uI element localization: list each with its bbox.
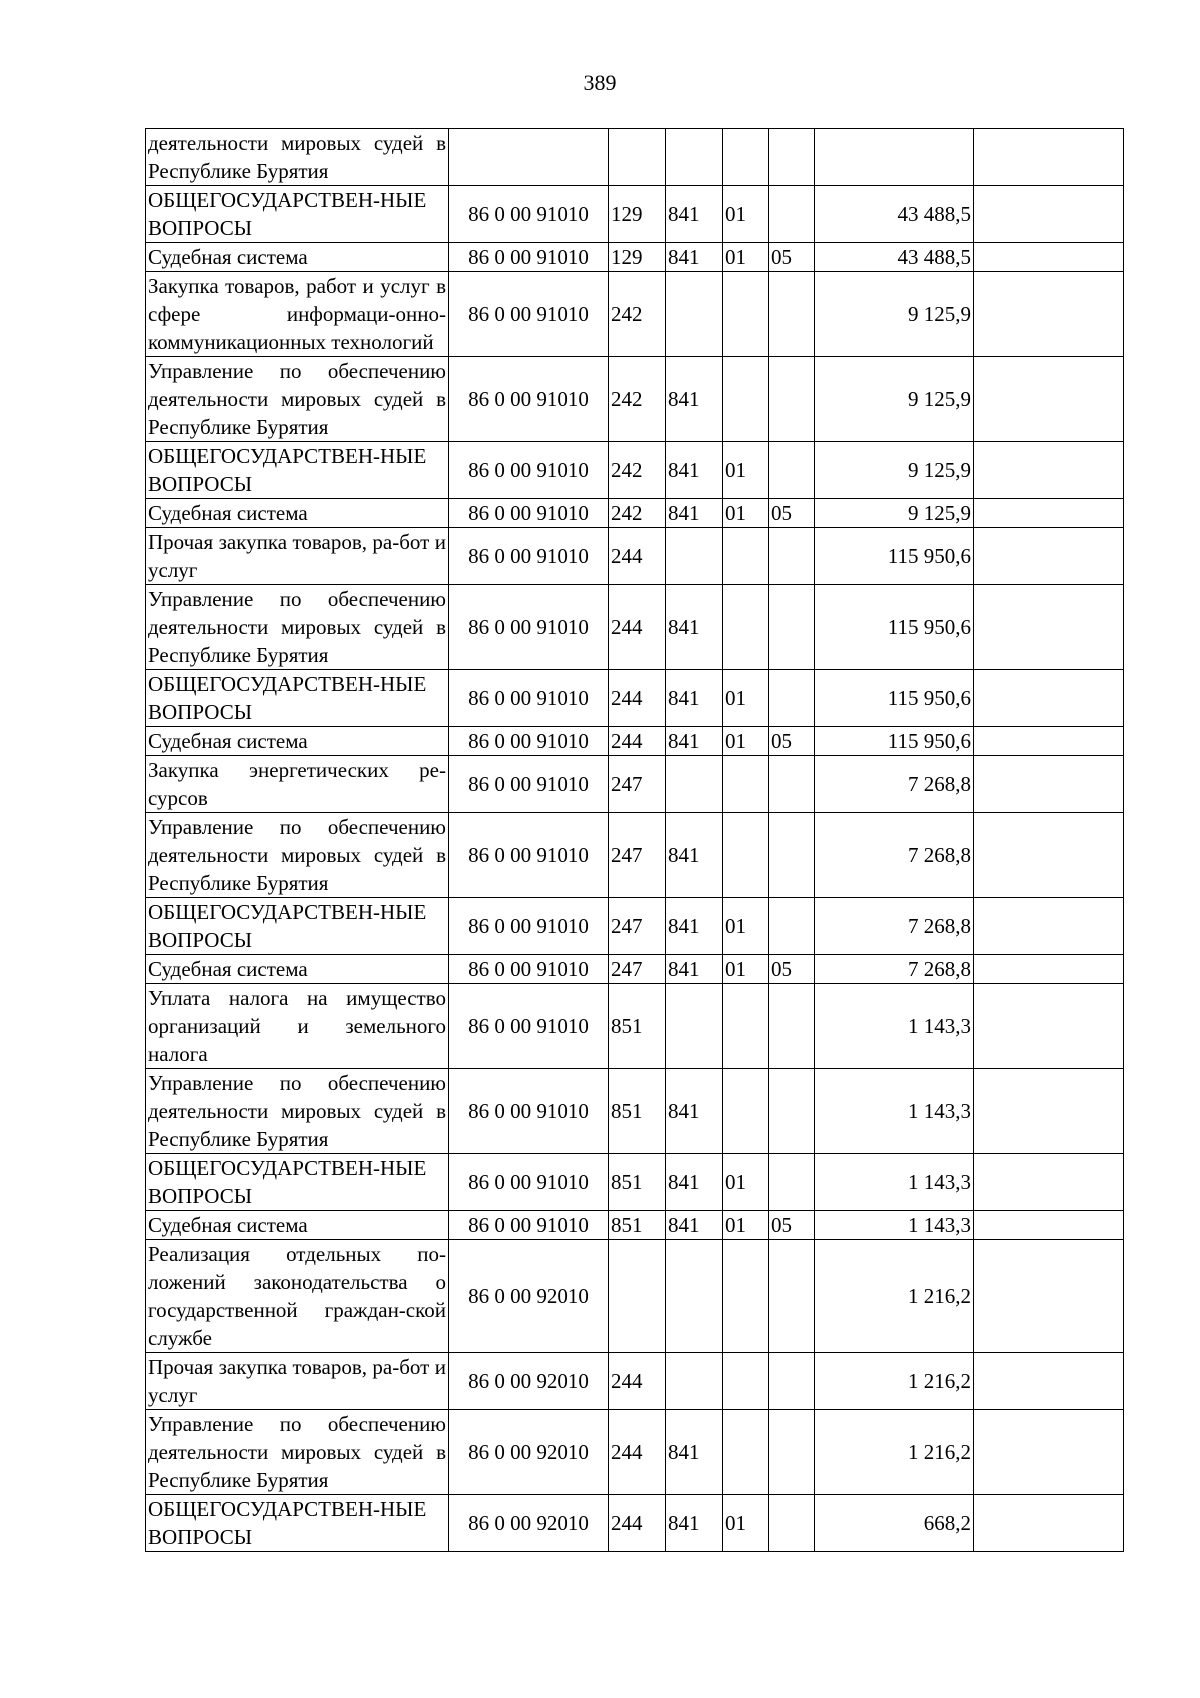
administrator-cell: 841 [666,243,723,272]
amount-cell: 7 268,8 [815,955,974,984]
target-article-cell: 86 0 00 91010 [449,756,609,813]
extra-cell [974,585,1124,670]
administrator-cell: 841 [666,670,723,727]
subsection-cell [769,1154,815,1211]
section-cell: 01 [723,955,769,984]
row-name-cell: Закупка товаров, работ и услуг в сфере информаци-онно-коммуникационных технологий [146,272,449,357]
table-row [146,442,1124,499]
extra-cell [974,727,1124,756]
administrator-cell: 841 [666,186,723,243]
table-row [146,1410,1124,1495]
subsection-cell: 05 [769,1211,815,1240]
administrator-cell [666,272,723,357]
subsection-cell [769,585,815,670]
subsection-cell [769,984,815,1069]
subsection-cell [769,1495,815,1552]
expense-type-cell: 247 [609,756,666,813]
extra-cell [974,243,1124,272]
target-article-cell: 86 0 00 91010 [449,984,609,1069]
expense-type-cell: 242 [609,272,666,357]
expense-type-cell [609,129,666,186]
expense-type-cell: 129 [609,243,666,272]
extra-cell [974,357,1124,442]
section-cell [723,1353,769,1410]
row-name-cell: ОБЩЕГОСУДАРСТВЕН-НЫЕ ВОПРОСЫ [146,442,449,499]
table-body [146,129,1124,1552]
subsection-cell: 05 [769,955,815,984]
administrator-cell [666,1240,723,1353]
subsection-cell: 05 [769,727,815,756]
row-name-cell: Управление по обеспечению деятельности мировых судей в Республике Бурятия [146,1410,449,1495]
table-row [146,186,1124,243]
table-row [146,984,1124,1069]
target-article-cell: 86 0 00 91010 [449,186,609,243]
administrator-cell: 841 [666,955,723,984]
target-article-cell: 86 0 00 92010 [449,1410,609,1495]
section-cell [723,528,769,585]
expense-type-cell [609,1240,666,1353]
subsection-cell [769,357,815,442]
administrator-cell [666,129,723,186]
target-article-cell: 86 0 00 92010 [449,1495,609,1552]
extra-cell [974,670,1124,727]
row-name-cell: Судебная система [146,1211,449,1240]
amount-cell: 9 125,9 [815,357,974,442]
target-article-cell: 86 0 00 91010 [449,272,609,357]
section-cell: 01 [723,727,769,756]
expense-type-cell: 242 [609,357,666,442]
extra-cell [974,898,1124,955]
table-row [146,585,1124,670]
expense-type-cell: 244 [609,585,666,670]
target-article-cell [449,129,609,186]
subsection-cell [769,1240,815,1353]
row-name-cell: Реализация отдельных по-ложений законодательства о государственной граждан-ской службе [146,1240,449,1353]
extra-cell [974,1069,1124,1154]
table-row [146,955,1124,984]
subsection-cell [769,898,815,955]
amount-cell: 115 950,6 [815,585,974,670]
target-article-cell: 86 0 00 91010 [449,243,609,272]
table-row [146,1240,1124,1353]
row-name-cell: Управление по обеспечению деятельности мировых судей в Республике Бурятия [146,585,449,670]
table-row [146,1211,1124,1240]
target-article-cell: 86 0 00 91010 [449,670,609,727]
administrator-cell: 841 [666,1410,723,1495]
administrator-cell [666,528,723,585]
section-cell [723,357,769,442]
extra-cell [974,272,1124,357]
amount-cell: 9 125,9 [815,272,974,357]
row-name-cell: Уплата налога на имущество организаций и земельного налога [146,984,449,1069]
section-cell [723,1069,769,1154]
page-number: 389 [583,70,617,95]
extra-cell [974,528,1124,585]
expense-type-cell: 247 [609,813,666,898]
subsection-cell [769,528,815,585]
administrator-cell: 841 [666,1154,723,1211]
extra-cell [974,1240,1124,1353]
table-row [146,670,1124,727]
administrator-cell: 841 [666,1211,723,1240]
expense-type-cell: 244 [609,1410,666,1495]
subsection-cell [769,1353,815,1410]
amount-cell: 7 268,8 [815,898,974,955]
amount-cell: 115 950,6 [815,528,974,585]
amount-cell: 115 950,6 [815,727,974,756]
amount-cell: 7 268,8 [815,813,974,898]
extra-cell [974,186,1124,243]
target-article-cell: 86 0 00 91010 [449,585,609,670]
expense-type-cell: 244 [609,1353,666,1410]
amount-cell: 1 143,3 [815,984,974,1069]
row-name-cell: Прочая закупка товаров, ра-бот и услуг [146,528,449,585]
section-cell: 01 [723,186,769,243]
expense-type-cell: 129 [609,186,666,243]
extra-cell [974,1211,1124,1240]
section-cell [723,984,769,1069]
extra-cell [974,955,1124,984]
extra-cell [974,1353,1124,1410]
table-row [146,499,1124,528]
subsection-cell [769,272,815,357]
table-row [146,1154,1124,1211]
amount-cell: 43 488,5 [815,243,974,272]
administrator-cell: 841 [666,898,723,955]
target-article-cell: 86 0 00 91010 [449,1154,609,1211]
administrator-cell [666,1353,723,1410]
section-cell [723,585,769,670]
amount-cell: 115 950,6 [815,670,974,727]
administrator-cell [666,756,723,813]
expense-type-cell: 851 [609,1069,666,1154]
expense-type-cell: 851 [609,1154,666,1211]
expense-type-cell: 247 [609,955,666,984]
section-cell: 01 [723,243,769,272]
target-article-cell: 86 0 00 91010 [449,898,609,955]
table-row [146,357,1124,442]
extra-cell [974,499,1124,528]
budget-table [145,128,1124,1552]
section-cell [723,1410,769,1495]
table-row [146,813,1124,898]
row-name-cell: Управление по обеспечению деятельности мировых судей в Республике Бурятия [146,1069,449,1154]
expense-type-cell: 242 [609,499,666,528]
expense-type-cell: 244 [609,1495,666,1552]
amount-cell: 1 143,3 [815,1069,974,1154]
extra-cell [974,442,1124,499]
target-article-cell: 86 0 00 92010 [449,1353,609,1410]
section-cell [723,1240,769,1353]
section-cell [723,813,769,898]
section-cell: 01 [723,898,769,955]
amount-cell: 1 143,3 [815,1211,974,1240]
extra-cell [974,756,1124,813]
row-name-cell: ОБЩЕГОСУДАРСТВЕН-НЫЕ ВОПРОСЫ [146,1154,449,1211]
section-cell: 01 [723,1211,769,1240]
expense-type-cell: 244 [609,670,666,727]
subsection-cell [769,670,815,727]
section-cell [723,272,769,357]
row-name-cell: Судебная система [146,955,449,984]
subsection-cell [769,813,815,898]
section-cell: 01 [723,1154,769,1211]
table-row [146,756,1124,813]
amount-cell: 9 125,9 [815,499,974,528]
row-name-cell: Закупка энергетических ре-сурсов [146,756,449,813]
section-cell [723,756,769,813]
subsection-cell [769,186,815,243]
row-name-cell: Прочая закупка товаров, ра-бот и услуг [146,1353,449,1410]
subsection-cell: 05 [769,499,815,528]
subsection-cell [769,1410,815,1495]
amount-cell: 1 216,2 [815,1353,974,1410]
table-row [146,898,1124,955]
row-name-cell: ОБЩЕГОСУДАРСТВЕН-НЫЕ ВОПРОСЫ [146,1495,449,1552]
table-row [146,272,1124,357]
target-article-cell: 86 0 00 91010 [449,357,609,442]
amount-cell: 1 143,3 [815,1154,974,1211]
expense-type-cell: 247 [609,898,666,955]
extra-cell [974,813,1124,898]
target-article-cell: 86 0 00 91010 [449,1211,609,1240]
table-row [146,528,1124,585]
amount-cell [815,129,974,186]
expense-type-cell: 242 [609,442,666,499]
administrator-cell: 841 [666,1069,723,1154]
subsection-cell [769,756,815,813]
target-article-cell: 86 0 00 91010 [449,499,609,528]
target-article-cell: 86 0 00 92010 [449,1240,609,1353]
section-cell: 01 [723,1495,769,1552]
row-name-cell: ОБЩЕГОСУДАРСТВЕН-НЫЕ ВОПРОСЫ [146,186,449,243]
extra-cell [974,1410,1124,1495]
target-article-cell: 86 0 00 91010 [449,528,609,585]
target-article-cell: 86 0 00 91010 [449,727,609,756]
amount-cell: 7 268,8 [815,756,974,813]
administrator-cell: 841 [666,442,723,499]
amount-cell: 9 125,9 [815,442,974,499]
expense-type-cell: 244 [609,727,666,756]
row-name-cell: Судебная система [146,499,449,528]
amount-cell: 43 488,5 [815,186,974,243]
target-article-cell: 86 0 00 91010 [449,442,609,499]
row-name-cell: Управление по обеспечению деятельности мировых судей в Республике Бурятия [146,357,449,442]
amount-cell: 1 216,2 [815,1410,974,1495]
subsection-cell [769,129,815,186]
table-row [146,129,1124,186]
row-name-cell: Управление по обеспечению деятельности мировых судей в Республике Бурятия [146,813,449,898]
expense-type-cell: 851 [609,984,666,1069]
amount-cell: 1 216,2 [815,1240,974,1353]
section-cell [723,129,769,186]
table-row [146,243,1124,272]
extra-cell [974,129,1124,186]
subsection-cell [769,1069,815,1154]
subsection-cell: 05 [769,243,815,272]
table-row [146,1495,1124,1552]
row-name-cell: ОБЩЕГОСУДАРСТВЕН-НЫЕ ВОПРОСЫ [146,670,449,727]
row-name-cell: Судебная система [146,727,449,756]
row-name-cell: деятельности мировых судей в Республике Бурятия [146,129,449,186]
target-article-cell: 86 0 00 91010 [449,1069,609,1154]
extra-cell [974,1154,1124,1211]
extra-cell [974,1495,1124,1552]
expense-type-cell: 244 [609,528,666,585]
target-article-cell: 86 0 00 91010 [449,955,609,984]
extra-cell [974,984,1124,1069]
target-article-cell: 86 0 00 91010 [449,813,609,898]
row-name-cell: Судебная система [146,243,449,272]
amount-cell: 668,2 [815,1495,974,1552]
administrator-cell [666,984,723,1069]
administrator-cell: 841 [666,1495,723,1552]
table-row [146,1353,1124,1410]
section-cell: 01 [723,499,769,528]
administrator-cell: 841 [666,585,723,670]
section-cell: 01 [723,442,769,499]
table-row [146,1069,1124,1154]
table-row [146,727,1124,756]
row-name-cell: ОБЩЕГОСУДАРСТВЕН-НЫЕ ВОПРОСЫ [146,898,449,955]
section-cell: 01 [723,670,769,727]
administrator-cell: 841 [666,499,723,528]
administrator-cell: 841 [666,357,723,442]
subsection-cell [769,442,815,499]
administrator-cell: 841 [666,727,723,756]
administrator-cell: 841 [666,813,723,898]
expense-type-cell: 851 [609,1211,666,1240]
